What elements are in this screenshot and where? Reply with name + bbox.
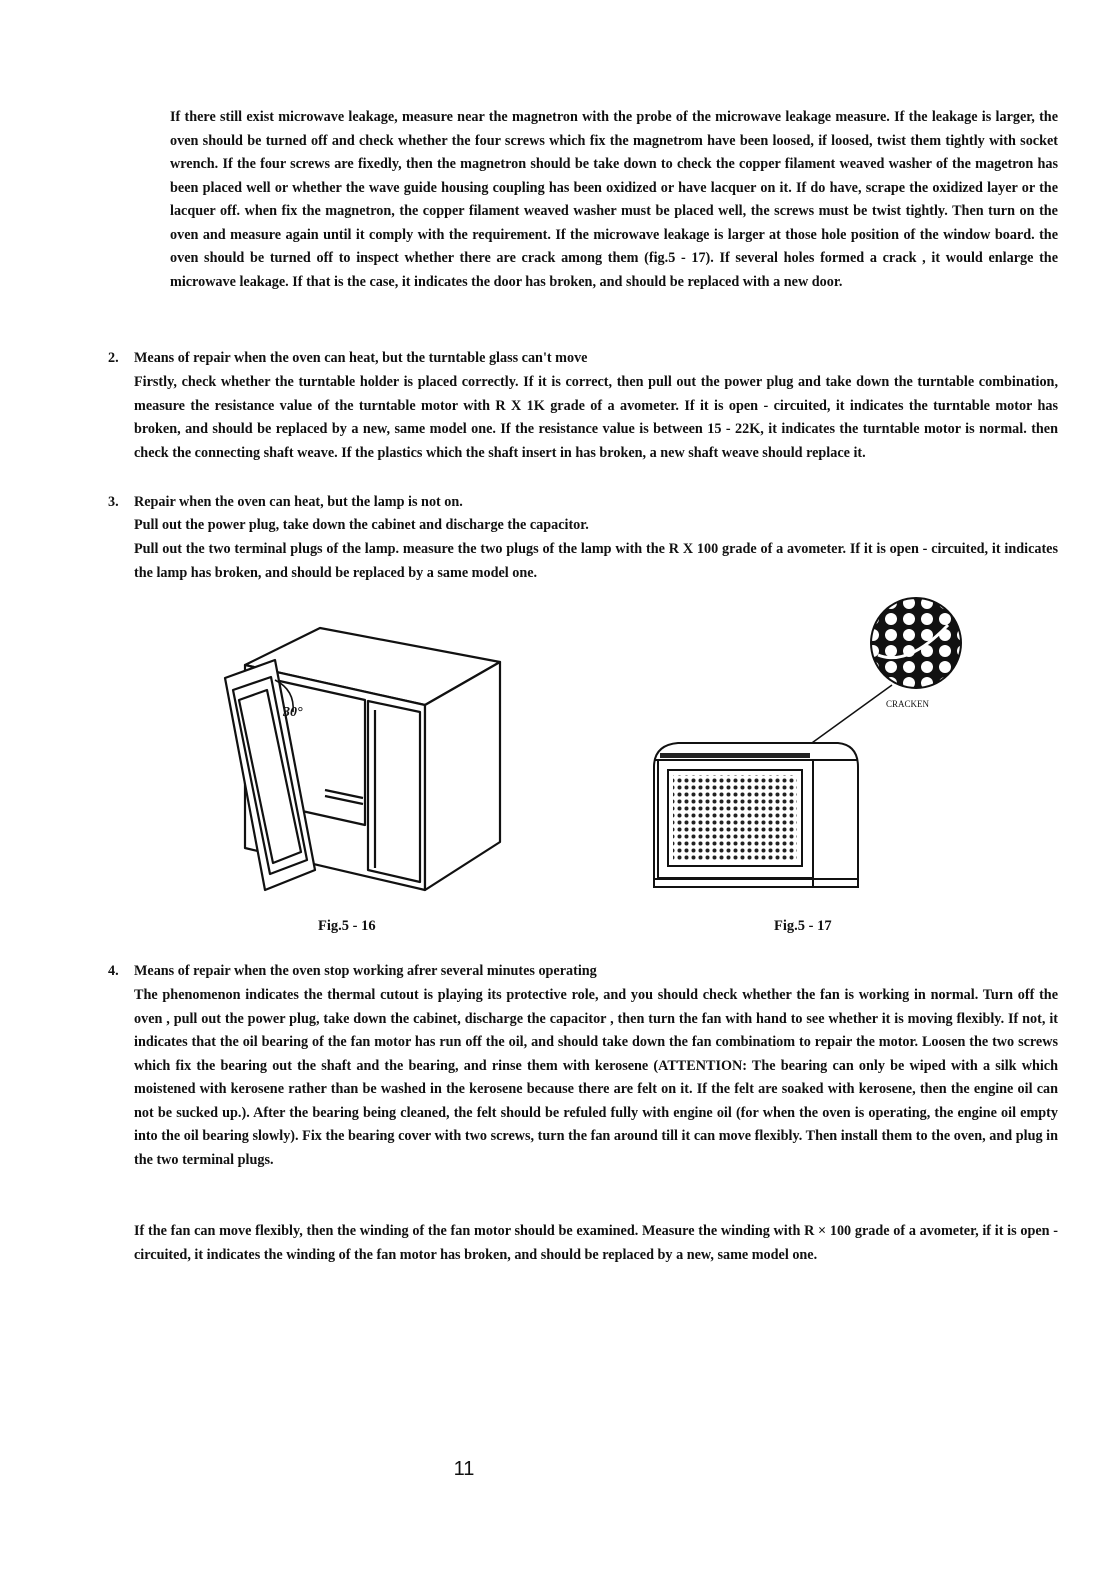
- intro-paragraph: If there still exist microwave leakage, measure near the magnetron with the probe of the microwave leakage measure. If the leakage is larger, the oven should be turned off and check whether the four screws which fix the magnetrom have been loosed, if loosed, twist them tightly with socket wrench. If the four screws are fixedly, then the magnetron should be take down to check the copper filament weaved washer of the magetron has been placed well or whether the wave guide housing coupling has been oxidized or have lacquer on it. If do have, scrape the oxidized layer or the lacquer off. when fix the magnetron, the copper filament weaved washer must be placed well, the screws must be twist tightly. Then turn on the oven and measure again until it comply with the requirement. If the microwave leakage is larger at those hole position of the window board. the oven should be turned off to inspect whether there are crack among them (fig.5 - 17). If several holes formed a crack , it would enlarge the microwave leakage. If that is the case, it indicates the door has broken, and should be replaced with a new door.: [170, 109, 1058, 290]
- fig-5-17-caption: Fig.5 - 17: [774, 918, 832, 934]
- page-number: 11: [453, 1458, 475, 1480]
- item-4-heading: Means of repair when the oven stop working afrer several minutes operating: [134, 963, 597, 979]
- item-3-heading: Repair when the oven can heat, but the lamp is not on.: [134, 494, 463, 510]
- fig-5-16-caption: Fig.5 - 16: [318, 918, 376, 934]
- item-2-number: 2.: [108, 350, 119, 366]
- fig-5-16-oven-door-open: [215, 620, 515, 910]
- item-2-body: Firstly, check whether the turntable holder is placed correctly. If it is correct, then pull out the power plug and take down the turntable combination, measure the resistance value of the turntable motor with R X 1K grade of a avometer. If it is open - circuited, it indicates the turntable motor has broken, and should be replaced by a new, same model one. If the resistance value is between 15 - 22K, it indicates the turntable motor is normal. then check the connecting shaft weave. If the plastics which the shaft insert in has broken, a new shaft weave should replace it.: [134, 374, 1058, 461]
- item-4-body-paragraph-1: The phenomenon indicates the thermal cutout is playing its protective role, and you should check whether the fan is working in normal. Turn off the oven , pull out the power plug, take down the cabinet, discharge the capacitor , then turn the fan with hand to see whether it is moving flexibly. If not, it indicates that the oil bearing of the fan motor has run off the oil, and should take down the fan combinatiom to repair the motor. Loosen the two screws which fix the bearing out the shaft and the bearing, and rinse them with kerosene (ATTENTION: The bearing can only be wiped with a silk which moistened with kerosene rather than be washed in the kerosene because there are felt on it. If the felt are soaked with kerosene, then the engine oil can not be sucked up.). After the bearing being cleaned, the felt should be refuled fully with engine oil (for when the oven is operating, the engine oil empty into the oil bearing slowly). Fix the bearing cover with two screws, turn the fan around till it can move flexibly. Then install them to the oven, and plug in the two terminal plugs.: [134, 987, 1058, 1168]
- item-2-heading: Means of repair when the oven can heat, but the turntable glass can't move: [134, 350, 588, 366]
- fig-5-17-callout-label: CRACKEN: [886, 699, 930, 709]
- item-4-number: 4.: [108, 963, 119, 979]
- item-3-number: 3.: [108, 494, 119, 510]
- fig-5-16-angle-label: 30°: [283, 705, 303, 720]
- item-4-body-paragraph-2: If the fan can move flexibly, then the winding of the fan motor should be examined. Measure the winding with R × 100 grade of a avometer, if it is open - circuited, it indicates the winding of the fan motor has broken, and should be replaced by a new, same model one.: [134, 1223, 1058, 1263]
- fig-5-17-window-crack: [648, 595, 978, 895]
- item-3-body-line-2: Pull out the two terminal plugs of the lamp. measure the two plugs of the lamp with the R X 100 grade of a avometer. If it is open - circuited, it indicates the lamp has broken, and should be replaced by a same model one.: [134, 541, 1058, 581]
- item-3-body-line-1: Pull out the power plug, take down the cabinet and discharge the capacitor.: [134, 517, 589, 533]
